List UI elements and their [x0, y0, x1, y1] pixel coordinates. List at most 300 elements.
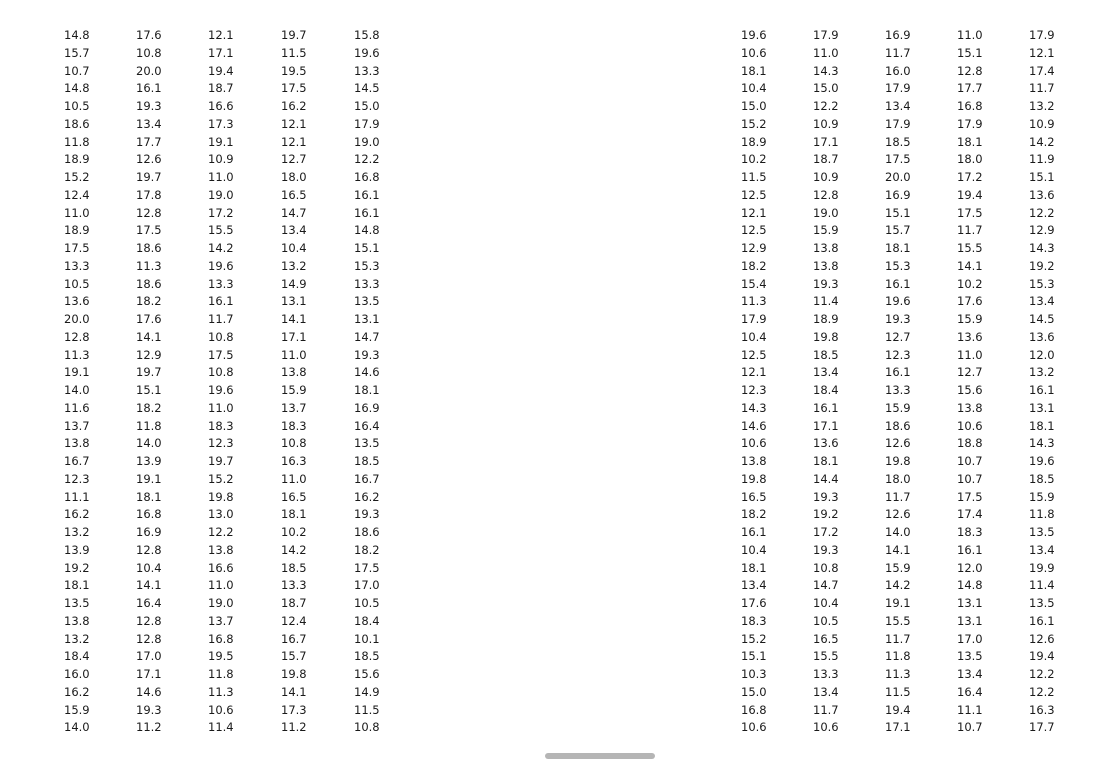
table-cell: 19.3 — [136, 702, 162, 717]
table-cell: 16.1 — [136, 81, 162, 96]
table-cell: 10.9 — [813, 116, 839, 131]
table-cell: 18.1 — [813, 454, 839, 468]
table-cell: 15.0 — [354, 99, 380, 113]
table-cell: 16.1 — [813, 400, 839, 415]
table-cell: 11.1 — [64, 489, 90, 504]
table-cell: 12.8 — [136, 542, 162, 557]
table-cell: 11.7 — [957, 223, 983, 238]
table-cell: 14.7 — [354, 329, 380, 344]
table-cell: 13.1 — [1029, 400, 1055, 415]
table-cell: 10.6 — [957, 418, 983, 433]
table-cell: 13.5 — [957, 649, 983, 664]
table-cell: 19.1 — [208, 134, 234, 149]
table-cell: 13.3 — [208, 276, 234, 291]
table-cell: 14.3 — [1029, 436, 1055, 451]
table-cell: 11.3 — [208, 684, 234, 699]
table-cell: 12.5 — [741, 187, 767, 202]
table-cell: 17.2 — [957, 170, 983, 184]
table-cell: 14.0 — [64, 720, 90, 735]
table-cell: 16.0 — [64, 667, 90, 681]
table-cell: 13.6 — [1029, 329, 1055, 344]
table-cell: 18.9 — [741, 134, 767, 149]
table-cell: 10.5 — [64, 99, 90, 113]
table-cell: 16.8 — [208, 631, 234, 646]
table-cell: 16.6 — [208, 99, 234, 113]
table-cell: 18.9 — [64, 223, 90, 238]
table-cell: 14.4 — [813, 471, 839, 486]
table-cell: 12.2 — [1029, 667, 1055, 681]
table-cell: 16.1 — [354, 187, 380, 202]
table-cell: 14.1 — [136, 329, 162, 344]
table-cell: 13.8 — [813, 241, 839, 255]
table-cell: 16.3 — [1029, 702, 1055, 717]
table-cell: 16.1 — [208, 294, 234, 309]
table-cell: 16.6 — [208, 560, 234, 575]
table-cell: 13.8 — [281, 365, 307, 380]
table-cell: 17.3 — [281, 702, 307, 717]
table-cell: 14.2 — [208, 241, 234, 255]
table-cell: 14.2 — [281, 542, 307, 557]
table-cell: 10.5 — [354, 596, 380, 610]
table-cell: 19.6 — [741, 28, 767, 42]
table-cell: 13.8 — [64, 436, 90, 451]
table-cell: 19.9 — [1029, 560, 1055, 575]
table-cell: 19.2 — [813, 507, 839, 522]
table-cell: 19.1 — [885, 596, 911, 610]
table-cell: 13.8 — [741, 454, 767, 468]
table-cell: 10.7 — [64, 63, 90, 78]
table-cell: 12.8 — [64, 329, 90, 344]
table-cell: 11.4 — [1029, 578, 1055, 593]
table-cell: 14.0 — [885, 525, 911, 539]
table-cell: 11.3 — [64, 347, 90, 362]
table-cell: 14.1 — [957, 258, 983, 273]
table-cell: 10.4 — [136, 560, 162, 575]
table-cell: 17.7 — [1029, 720, 1055, 735]
table-cell: 17.1 — [136, 667, 162, 681]
table-cell: 13.3 — [354, 276, 380, 291]
table-cell: 11.4 — [208, 720, 234, 735]
table-cell: 10.4 — [813, 596, 839, 610]
table-cell: 13.7 — [281, 400, 307, 415]
table-cell: 16.5 — [281, 489, 307, 504]
table-cell: 14.3 — [741, 400, 767, 415]
table-cell: 19.3 — [813, 542, 839, 557]
table-cell: 15.6 — [354, 667, 380, 681]
table-cell: 13.5 — [354, 436, 380, 451]
table-cell: 13.8 — [64, 613, 90, 628]
table-cell: 10.8 — [208, 329, 234, 344]
table-cell: 13.4 — [813, 365, 839, 380]
table-cell: 17.6 — [741, 596, 767, 610]
table-cell: 11.7 — [885, 631, 911, 646]
table-cell: 19.1 — [64, 365, 90, 380]
table-cell: 18.8 — [957, 436, 983, 451]
table-cell: 18.1 — [741, 63, 767, 78]
table-cell: 14.8 — [64, 81, 90, 96]
table-cell: 18.1 — [354, 383, 380, 397]
table-cell: 10.8 — [136, 45, 162, 60]
table-cell: 12.2 — [1029, 205, 1055, 220]
table-cell: 13.2 — [1029, 99, 1055, 113]
table-cell: 10.8 — [208, 365, 234, 380]
table-cell: 19.8 — [281, 667, 307, 681]
table-cell: 12.0 — [1029, 347, 1055, 362]
table-cell: 16.1 — [885, 365, 911, 380]
table-cell: 17.8 — [136, 187, 162, 202]
table-cell: 10.1 — [354, 631, 380, 646]
table-cell: 14.6 — [741, 418, 767, 433]
table-cell: 17.6 — [136, 312, 162, 326]
table-cell: 11.5 — [281, 45, 307, 60]
table-cell: 12.3 — [885, 347, 911, 362]
table-cell: 17.9 — [813, 28, 839, 42]
table-cell: 16.5 — [281, 187, 307, 202]
table-cell: 15.1 — [741, 649, 767, 664]
table-cell: 17.1 — [885, 720, 911, 735]
table-cell: 13.4 — [281, 223, 307, 238]
table-cell: 19.3 — [813, 276, 839, 291]
table-cell: 18.3 — [957, 525, 983, 539]
table-cell: 16.3 — [281, 454, 307, 468]
table-cell: 13.4 — [1029, 542, 1055, 557]
table-cell: 12.4 — [281, 613, 307, 628]
table-cell: 14.9 — [281, 276, 307, 291]
table-cell: 15.9 — [885, 400, 911, 415]
table-cell: 10.4 — [741, 329, 767, 344]
table-cell: 16.1 — [957, 542, 983, 557]
table-cell: 17.5 — [885, 152, 911, 167]
table-cell: 19.4 — [1029, 649, 1055, 664]
table-cell: 12.4 — [64, 187, 90, 202]
table-cell: 11.0 — [281, 471, 307, 486]
table-cell: 10.4 — [741, 542, 767, 557]
table-cell: 16.0 — [885, 63, 911, 78]
table-cell: 15.7 — [281, 649, 307, 664]
table-cell: 13.0 — [208, 507, 234, 522]
table-cell: 17.5 — [208, 347, 234, 362]
table-cell: 19.4 — [957, 187, 983, 202]
table-cell: 18.7 — [208, 81, 234, 96]
table-cell: 13.9 — [64, 542, 90, 557]
table-cell: 17.1 — [813, 134, 839, 149]
table-cell: 11.0 — [957, 347, 983, 362]
table-cell: 15.1 — [354, 241, 380, 255]
table-cell: 19.6 — [1029, 454, 1055, 468]
table-cell: 10.5 — [813, 613, 839, 628]
table-cell: 12.1 — [1029, 45, 1055, 60]
table-cell: 19.6 — [354, 45, 380, 60]
table-cell: 11.8 — [136, 418, 162, 433]
table-cell: 10.8 — [813, 560, 839, 575]
table-cell: 12.6 — [1029, 631, 1055, 646]
table-cell: 11.5 — [885, 684, 911, 699]
table-cell: 20.0 — [64, 312, 90, 326]
table-cell: 18.1 — [885, 241, 911, 255]
table-cell: 15.8 — [354, 28, 380, 42]
table-cell: 18.1 — [281, 507, 307, 522]
table-cell: 17.9 — [885, 116, 911, 131]
table-cell: 11.0 — [957, 28, 983, 42]
table-cell: 14.8 — [354, 223, 380, 238]
table-cell: 16.4 — [136, 596, 162, 610]
table-cell: 10.2 — [281, 525, 307, 539]
table-cell: 12.8 — [957, 63, 983, 78]
table-cell: 14.3 — [813, 63, 839, 78]
table-cell: 13.7 — [208, 613, 234, 628]
table-cell: 18.5 — [1029, 471, 1055, 486]
table-cell: 13.1 — [957, 596, 983, 610]
table-cell: 11.0 — [813, 45, 839, 60]
table-cell: 17.5 — [281, 81, 307, 96]
table-cell: 18.4 — [813, 383, 839, 397]
table-cell: 17.1 — [813, 418, 839, 433]
table-cell: 16.7 — [354, 471, 380, 486]
table-cell: 15.9 — [885, 560, 911, 575]
table-cell: 15.2 — [208, 471, 234, 486]
table-cell: 18.2 — [741, 507, 767, 522]
table-cell: 15.4 — [741, 276, 767, 291]
table-cell: 10.2 — [957, 276, 983, 291]
table-cell: 19.2 — [1029, 258, 1055, 273]
table-cell: 13.9 — [136, 454, 162, 468]
table-cell: 13.1 — [957, 613, 983, 628]
table-cell: 13.3 — [64, 258, 90, 273]
table-cell: 17.3 — [208, 116, 234, 131]
table-cell: 11.0 — [208, 578, 234, 593]
table-cell: 19.5 — [281, 63, 307, 78]
table-cell: 19.0 — [354, 134, 380, 149]
table-cell: 13.8 — [813, 258, 839, 273]
table-cell: 13.5 — [1029, 596, 1055, 610]
table-cell: 16.1 — [741, 525, 767, 539]
table-cell: 17.0 — [957, 631, 983, 646]
table-cell: 14.1 — [136, 578, 162, 593]
table-cell: 11.4 — [813, 294, 839, 309]
table-cell: 10.6 — [741, 436, 767, 451]
table-cell: 15.7 — [885, 223, 911, 238]
table-cell: 14.0 — [64, 383, 90, 397]
table-cell: 12.3 — [741, 383, 767, 397]
table-cell: 13.6 — [957, 329, 983, 344]
table-cell: 13.5 — [64, 596, 90, 610]
table-cell: 14.8 — [64, 28, 90, 42]
table-cell: 12.0 — [957, 560, 983, 575]
table-cell: 12.6 — [136, 152, 162, 167]
table-cell: 10.6 — [813, 720, 839, 735]
table-cell: 11.7 — [208, 312, 234, 326]
table-cell: 19.3 — [136, 99, 162, 113]
table-cell: 15.2 — [741, 631, 767, 646]
table-cell: 11.3 — [741, 294, 767, 309]
table-cell: 12.2 — [813, 99, 839, 113]
table-cell: 13.3 — [354, 63, 380, 78]
table-cell: 12.9 — [741, 241, 767, 255]
table-cell: 15.2 — [64, 170, 90, 184]
table-cell: 13.4 — [1029, 294, 1055, 309]
table-cell: 17.7 — [136, 134, 162, 149]
table-cell: 14.1 — [281, 684, 307, 699]
table-cell: 10.7 — [957, 471, 983, 486]
table-cell: 11.8 — [1029, 507, 1055, 522]
table-cell: 12.7 — [281, 152, 307, 167]
table-cell: 18.4 — [64, 649, 90, 664]
table-cell: 19.8 — [813, 329, 839, 344]
table-cell: 14.0 — [136, 436, 162, 451]
table-cell: 18.3 — [281, 418, 307, 433]
table-cell: 18.2 — [354, 542, 380, 557]
table-cell: 18.6 — [64, 116, 90, 131]
table-cell: 14.7 — [281, 205, 307, 220]
table-cell: 18.6 — [885, 418, 911, 433]
table-cell: 13.3 — [885, 383, 911, 397]
table-cell: 18.3 — [208, 418, 234, 433]
table-cell: 15.5 — [208, 223, 234, 238]
table-cell: 11.0 — [64, 205, 90, 220]
table-cell: 18.6 — [136, 241, 162, 255]
table-cell: 15.1 — [885, 205, 911, 220]
table-cell: 15.7 — [64, 45, 90, 60]
table-cell: 19.6 — [208, 383, 234, 397]
table-cell: 14.6 — [354, 365, 380, 380]
table-cell: 12.7 — [957, 365, 983, 380]
horizontal-scrollbar-thumb[interactable] — [545, 753, 655, 759]
table-cell: 13.4 — [741, 578, 767, 593]
table-cell: 19.8 — [208, 489, 234, 504]
table-cell: 18.1 — [136, 489, 162, 504]
table-cell: 15.0 — [741, 684, 767, 699]
table-cell: 11.7 — [885, 489, 911, 504]
table-cell: 11.2 — [136, 720, 162, 735]
table-cell: 17.5 — [64, 241, 90, 255]
table-cell: 10.7 — [957, 454, 983, 468]
table-cell: 16.9 — [354, 400, 380, 415]
table-cell: 16.9 — [885, 187, 911, 202]
table-cell: 14.5 — [1029, 312, 1055, 326]
table-cell: 10.4 — [281, 241, 307, 255]
table-cell: 20.0 — [136, 63, 162, 78]
table-cell: 13.1 — [281, 294, 307, 309]
table-cell: 18.0 — [281, 170, 307, 184]
table-cell: 10.6 — [741, 45, 767, 60]
table-cell: 18.0 — [957, 152, 983, 167]
table-cell: 13.2 — [1029, 365, 1055, 380]
table-cell: 10.9 — [813, 170, 839, 184]
table-cell: 15.0 — [813, 81, 839, 96]
table-cell: 15.3 — [354, 258, 380, 273]
table-cell: 15.9 — [813, 223, 839, 238]
table-cell: 17.2 — [208, 205, 234, 220]
table-cell: 17.2 — [813, 525, 839, 539]
table-cell: 19.5 — [208, 649, 234, 664]
table-cell: 16.2 — [354, 489, 380, 504]
table-cell: 12.2 — [1029, 684, 1055, 699]
table-cell: 16.9 — [136, 525, 162, 539]
table-cell: 10.7 — [957, 720, 983, 735]
table-cell: 10.6 — [208, 702, 234, 717]
table-cell: 13.6 — [1029, 187, 1055, 202]
table-cell: 13.8 — [208, 542, 234, 557]
table-cell: 18.2 — [136, 400, 162, 415]
table-cell: 11.7 — [885, 45, 911, 60]
table-cell: 12.5 — [741, 223, 767, 238]
table-cell: 13.4 — [885, 99, 911, 113]
table-cell: 13.6 — [64, 294, 90, 309]
table-cell: 19.4 — [885, 702, 911, 717]
table-cell: 10.2 — [741, 152, 767, 167]
table-cell: 12.1 — [208, 28, 234, 42]
table-cell: 12.3 — [208, 436, 234, 451]
table-cell: 17.0 — [354, 578, 380, 593]
table-cell: 15.5 — [957, 241, 983, 255]
table-cell: 15.9 — [281, 383, 307, 397]
table-cell: 10.8 — [354, 720, 380, 735]
table-cell: 13.2 — [64, 631, 90, 646]
table-cell: 18.3 — [741, 613, 767, 628]
table-cell: 14.1 — [281, 312, 307, 326]
table-cell: 17.7 — [957, 81, 983, 96]
table-cell: 19.3 — [885, 312, 911, 326]
table-cell: 14.5 — [354, 81, 380, 96]
table-cell: 11.2 — [281, 720, 307, 735]
table-cell: 16.8 — [354, 170, 380, 184]
table-cell: 15.9 — [64, 702, 90, 717]
table-cell: 17.1 — [208, 45, 234, 60]
table-cell: 19.0 — [208, 187, 234, 202]
table-cell: 18.2 — [741, 258, 767, 273]
table-cell: 19.7 — [208, 454, 234, 468]
table-cell: 17.9 — [1029, 28, 1055, 42]
table-cell: 14.8 — [957, 578, 983, 593]
table-cell: 16.1 — [1029, 613, 1055, 628]
table-cell: 19.7 — [136, 365, 162, 380]
table-cell: 13.5 — [354, 294, 380, 309]
table-cell: 11.9 — [1029, 152, 1055, 167]
table-cell: 15.3 — [1029, 276, 1055, 291]
table-cell: 19.2 — [64, 560, 90, 575]
table-cell: 19.4 — [208, 63, 234, 78]
table-cell: 15.1 — [1029, 170, 1055, 184]
table-cell: 15.9 — [1029, 489, 1055, 504]
table-cell: 15.9 — [957, 312, 983, 326]
table-cell: 12.8 — [136, 613, 162, 628]
table-cell: 19.8 — [885, 454, 911, 468]
table-cell: 12.9 — [136, 347, 162, 362]
table-cell: 15.6 — [957, 383, 983, 397]
table-cell: 13.5 — [1029, 525, 1055, 539]
table-cell: 11.5 — [741, 170, 767, 184]
table-cell: 14.2 — [1029, 134, 1055, 149]
table-cell: 18.1 — [1029, 418, 1055, 433]
table-cell: 11.3 — [885, 667, 911, 681]
table-cell: 15.5 — [885, 613, 911, 628]
table-cell: 10.5 — [64, 276, 90, 291]
table-cell: 17.1 — [281, 329, 307, 344]
table-cell: 12.1 — [741, 365, 767, 380]
table-cell: 12.5 — [741, 347, 767, 362]
table-cell: 19.7 — [136, 170, 162, 184]
table-cell: 11.5 — [354, 702, 380, 717]
table-cell: 10.6 — [741, 720, 767, 735]
table-cell: 14.9 — [354, 684, 380, 699]
left-data-table — [64, 27, 394, 737]
table-cell: 17.4 — [957, 507, 983, 522]
table-cell: 13.2 — [281, 258, 307, 273]
table-cell: 18.1 — [957, 134, 983, 149]
table-cell: 16.5 — [741, 489, 767, 504]
table-cell: 11.8 — [208, 667, 234, 681]
table-cell: 18.6 — [354, 525, 380, 539]
